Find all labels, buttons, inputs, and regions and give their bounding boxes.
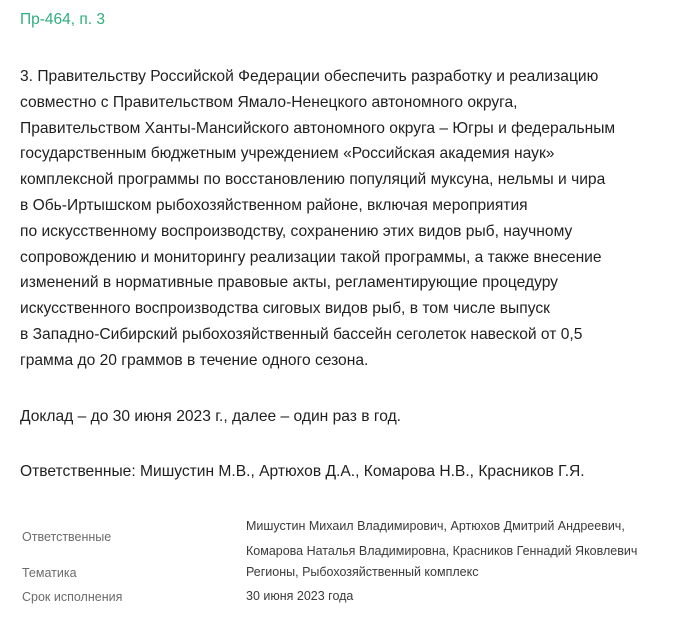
paragraph-line: по искусственному воспроизводству, сохранению этих видов рыб, научному <box>20 222 573 240</box>
meta-topic-value: Регионы, Рыбохозяйственный комплекс <box>246 565 479 579</box>
paragraph-line: в Обь-Иртышском рыбохозяйственном районе, включая мероприятия <box>20 196 528 214</box>
paragraph-line: совместно с Правительством Ямало-Ненецкого автономного округа, <box>20 93 518 111</box>
paragraph-line: государственным бюджетным учреждением «Российская академия наук» <box>20 145 555 163</box>
meta-responsible-line: Комарова Наталья Владимировна, Красников Геннадий Яковлевич <box>246 544 638 558</box>
meta-deadline-label: Срок исполнения <box>22 590 123 604</box>
paragraph-line: сопровождению и мониторингу реализации такой программы, а также внесение <box>20 248 602 266</box>
meta-responsible-label: Ответственные <box>22 530 112 544</box>
meta-responsible-value <box>246 514 637 564</box>
paragraph-line: в Западно-Сибирский рыбохозяйственный бассейн сеголеток навеской от 0,5 <box>20 325 583 343</box>
report-deadline-text: Доклад – до 30 июня 2023 г., далее – один раз в год. <box>20 408 402 425</box>
paragraph-line: 3. Правительству Российской Федерации обеспечить разработку и реализацию <box>20 68 599 85</box>
paragraph-line: искусственного воспроизводства сиговых видов рыб, в том числе выпуск <box>20 300 550 318</box>
paragraph-line: Правительством Ханты-Мансийского автономного округа – Югры и федеральным <box>20 119 616 137</box>
meta-deadline-value: 30 июня 2023 года <box>246 589 354 603</box>
paragraph-line: грамма до 20 граммов в течение одного сезона. <box>20 351 369 369</box>
instruction-paragraph <box>20 64 680 374</box>
paragraph-line: комплексной программы по восстановлению популяций муксуна, нельмы и чира <box>20 171 606 189</box>
instruction-reference-link[interactable]: Пр-464, п. 3 <box>20 11 106 28</box>
responsible-persons-text: Ответственные: Мишустин М.В., Артюхов Д.А., Комарова Н.В., Красников Г.Я. <box>20 463 585 480</box>
meta-responsible-line: Мишустин Михаил Владимирович, Артюхов Дмитрий Андреевич, <box>246 519 625 533</box>
meta-topic-label: Тематика <box>22 566 77 580</box>
paragraph-line: изменений в нормативные правовые акты, регламентирующие процедуру <box>20 274 558 292</box>
